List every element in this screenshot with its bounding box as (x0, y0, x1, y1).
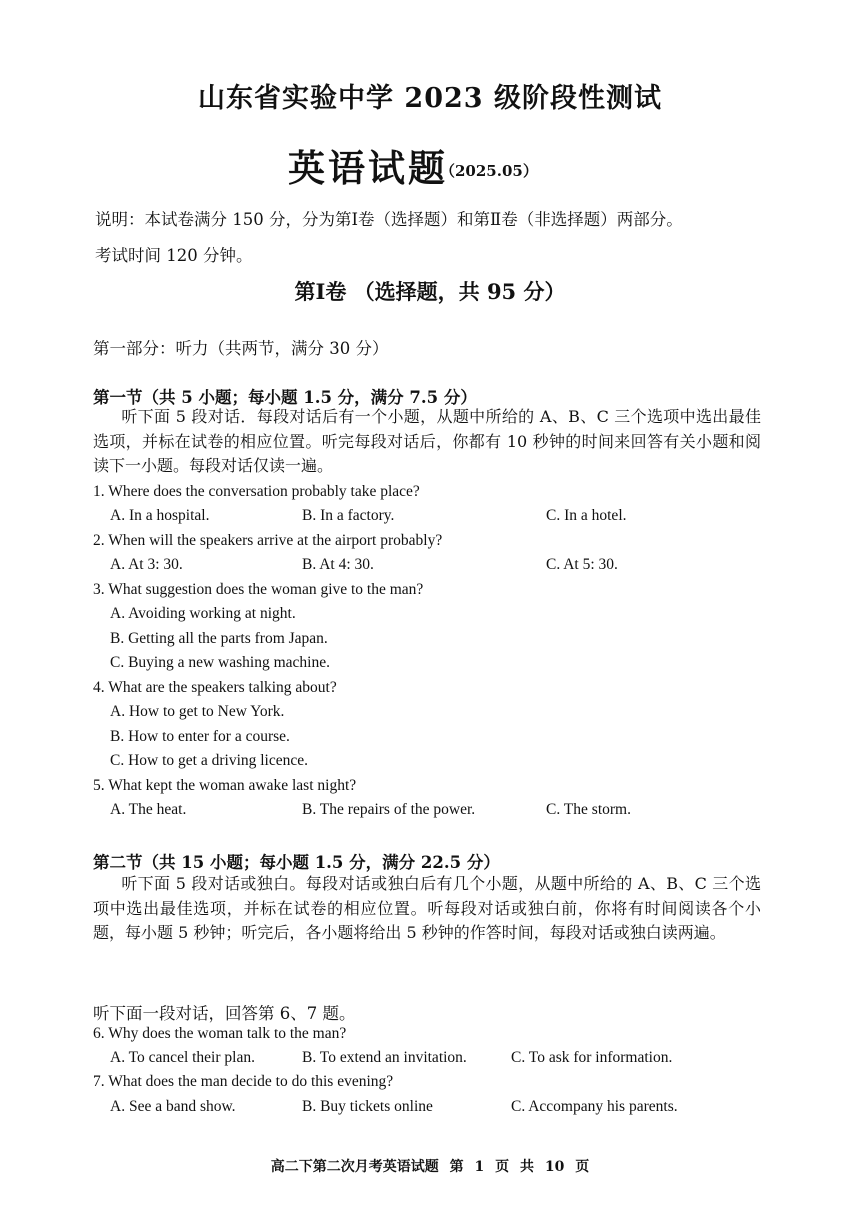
question-5-stem: 5. What kept the woman awake last night? (93, 777, 357, 794)
question-5-option-c: C. The storm. (546, 801, 631, 818)
instructions-line-2: 考试时间 120 分钟。 (95, 246, 253, 265)
question-3-option-b: B. Getting all the parts from Japan. (110, 630, 328, 647)
question-6-option-a: A. To cancel their plan. (110, 1049, 255, 1066)
question-2-option-c: C. At 5: 30. (546, 556, 618, 573)
exam-title: 山东省实验中学 2023 级阶段性测试 (198, 83, 662, 114)
section-one-title: 第一节（共 5 小题；每小题 1.5 分，满分 7.5 分） (93, 388, 477, 407)
section-one-directions: 听下面 5 段对话．每段对话后有一个小题，从题中所给的 A、B、C 三个选项中选出最佳选项，并标在试卷的相应位置。听完每段对话后，你都有 10 秒钟的时间来回答有关小题和阅读下一小题。每段对话仅读一遍。 (93, 407, 761, 475)
question-2-option-b: B. At 4: 30. (302, 556, 374, 573)
exam-date: （2025.05） (440, 162, 538, 180)
question-2-stem: 2. When will the speakers arrive at the airport probably? (93, 532, 443, 549)
question-1-option-a: A. In a hospital. (110, 507, 210, 524)
question-1-stem: 1. Where does the conversation probably take place? (93, 483, 420, 500)
question-3-stem: 3. What suggestion does the woman give to the man? (93, 581, 424, 598)
question-6-option-b: B. To extend an invitation. (302, 1049, 467, 1066)
question-4-stem: 4. What are the speakers talking about? (93, 679, 337, 696)
section-two-directions: 听下面 5 段对话或独白。每段对话或独白后有几个小题，从题中所给的 A、B、C 三个选项中选出最佳选项，并标在试卷的相应位置。听每段对话或独白前，你将有时间阅读各个小题，每小题 5 秒钟；听完后，各小题将给出 5 秒钟的作答时间，每段对话或独白读两遍。 (93, 874, 761, 942)
volume-heading: 第Ⅰ卷 （选择题，共 95 分） (294, 279, 566, 304)
page-footer: 高二下第二次月考英语试题 第 1 页 共 10 页 (270, 1159, 590, 1175)
question-3-option-c: C. Buying a new washing machine. (110, 654, 330, 671)
question-7-option-a: A. See a band show. (110, 1098, 236, 1115)
question-7-option-b: B. Buy tickets online (302, 1098, 433, 1115)
question-2-option-a: A. At 3: 30. (110, 556, 183, 573)
question-5-option-a: A. The heat. (110, 801, 187, 818)
question-7-option-c: C. Accompany his parents. (511, 1098, 678, 1115)
question-5-option-b: B. The repairs of the power. (302, 801, 476, 818)
dialogue-intro: 听下面一段对话，回答第 6、7 题。 (93, 1004, 356, 1023)
question-7-stem: 7. What does the man decide to do this evening? (93, 1073, 394, 1090)
question-6-option-c: C. To ask for information. (511, 1049, 673, 1066)
question-4-option-c: C. How to get a driving licence. (110, 752, 309, 769)
question-1-option-b: B. In a factory. (302, 507, 395, 524)
subject-title: 英语试题 (288, 146, 448, 190)
question-3-option-a: A. Avoiding working at night. (110, 605, 296, 622)
section-two-title: 第二节（共 15 小题；每小题 1.5 分，满分 22.5 分） (93, 853, 500, 872)
question-4-option-b: B. How to enter for a course. (110, 728, 290, 745)
part-one-title: 第一部分：听力（共两节，满分 30 分） (93, 339, 389, 358)
question-4-option-a: A. How to get to New York. (110, 703, 285, 720)
instructions-line-1: 说明：本试卷满分 150 分，分为第Ⅰ卷（选择题）和第Ⅱ卷（非选择题）两部分。 (95, 210, 683, 229)
question-6-stem: 6. Why does the woman talk to the man? (93, 1025, 347, 1042)
question-1-option-c: C. In a hotel. (546, 507, 627, 524)
